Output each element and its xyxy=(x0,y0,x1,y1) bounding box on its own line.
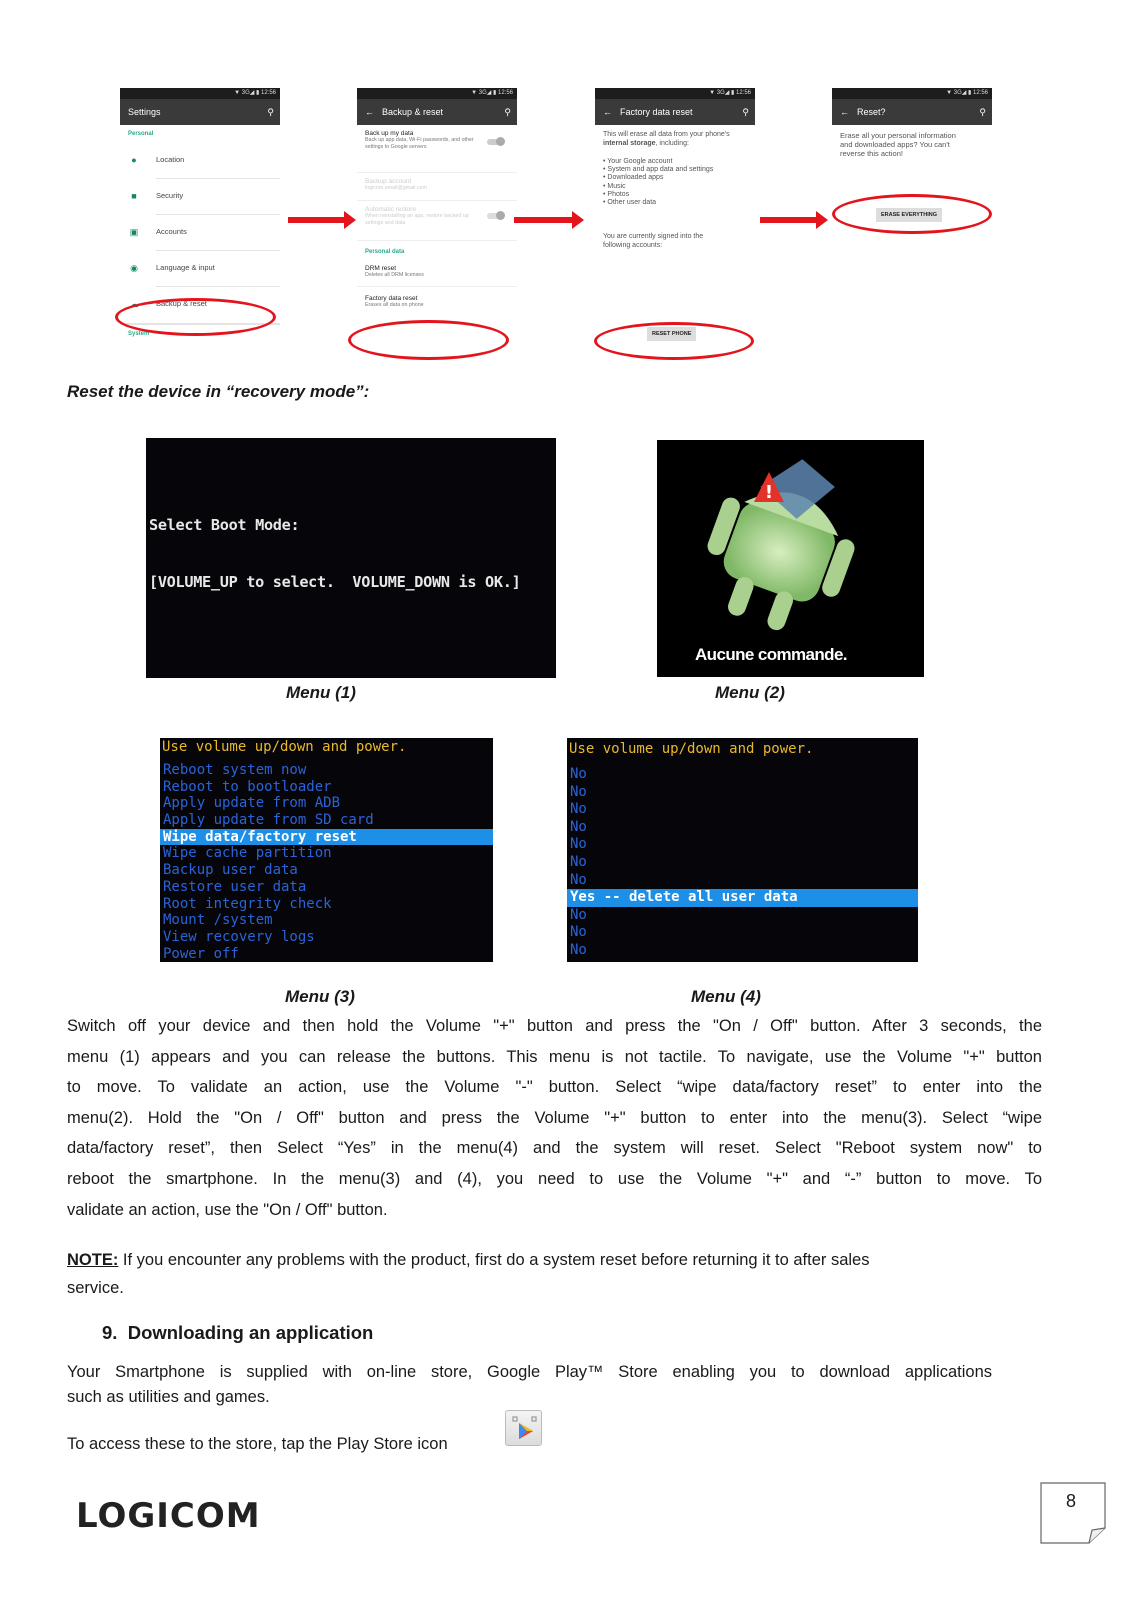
recovery-header: Use volume up/down and power. xyxy=(162,739,407,755)
recovery-menu-item[interactable]: No xyxy=(570,941,587,958)
recovery-menu-item-selected[interactable]: Yes -- delete all user data xyxy=(567,889,918,907)
recovery-mode-heading: Reset the device in “recovery mode”: xyxy=(67,382,370,401)
menu2-caption: Menu (2) xyxy=(715,683,785,702)
search-icon: ⚲ xyxy=(267,107,274,117)
recovery-menu-item[interactable]: Power off xyxy=(163,945,239,962)
menu2-photo xyxy=(657,440,924,677)
backup-reset-screenshot xyxy=(357,88,517,345)
section-9-paragraph: Your Smartphone is supplied with on-line store, Google Play™ Store enabling you to download applications such as utilities and games. xyxy=(67,1363,992,1406)
reset-app-bar xyxy=(832,99,992,125)
recovery-menu-item[interactable]: Restore user data xyxy=(163,878,307,895)
highlight-backup-reset xyxy=(115,298,276,336)
recovery-menu-item[interactable]: Backup user data xyxy=(163,862,298,879)
recovery-menu-item[interactable]: No xyxy=(570,801,587,818)
recovery-menu-item[interactable]: Reboot to bootloader xyxy=(163,778,332,795)
android-robot-error-icon xyxy=(657,440,924,677)
confirm-header: Use volume up/down and power. xyxy=(569,741,814,757)
backup-my-data-item[interactable]: Back up my data Back up app data, Wi-Fi passwords, and other settings to Google servers xyxy=(357,125,517,173)
signed-in-accounts-text: You are currently signed into the following accounts: xyxy=(603,233,704,249)
location-pin-icon: ● xyxy=(131,155,137,165)
back-arrow-icon[interactable]: ← xyxy=(603,107,612,117)
play-store-icon[interactable] xyxy=(505,1410,542,1446)
recovery-menu-item[interactable]: Mount /system xyxy=(163,912,273,929)
status-bar: ▼ 3G◢ ▮ 12:56 xyxy=(120,88,280,99)
highlight-factory-data-reset xyxy=(348,320,509,360)
recovery-menu-item[interactable]: Wipe cache partition xyxy=(163,845,332,862)
no-command-text: Aucune commande. xyxy=(695,645,847,664)
menu4-photo xyxy=(567,738,918,962)
menu1-caption: Menu (1) xyxy=(286,683,356,702)
recovery-menu-item[interactable]: No xyxy=(570,783,587,800)
restore-toggle xyxy=(487,213,503,219)
recovery-menu-item[interactable]: Reboot system now xyxy=(163,762,307,778)
highlight-reset-phone xyxy=(594,322,754,360)
backup-account-item: Backup account logicom.email@gmail.com xyxy=(357,173,517,201)
section-personal-data: Personal data xyxy=(365,249,405,255)
instructions-paragraph: Switch off your device and then hold the Volume "+" button and press the "On / Off" button. After 3 seconds, the menu (1) appears and you can release the buttons. This menu is not tactile. To navigate, use the Volume "+" button to move. To validate an action, use the Volume "-" button. Select “wipe data/factory reset” to enter into the menu(2). Hold the "On / Off" button and press the Volume "+" button to enter into the menu(3). Select “wipe data/factory reset”, then Select “Yes” in the menu(4) and the system will reset. Select "Reboot system now" to reboot the smartphone. In the menu(3) and (4), you need to use the Volume "+" and “-” button to move. To validate an action, use the "On / Off" button. xyxy=(67,1017,1042,1219)
arrow-right-icon xyxy=(514,213,584,227)
recovery-menu-item[interactable]: No xyxy=(570,871,587,888)
recovery-menu-item[interactable]: No xyxy=(570,853,587,870)
settings-item-security[interactable]: ■ Security xyxy=(120,179,280,215)
search-icon: ⚲ xyxy=(742,107,749,117)
globe-icon: ◉ xyxy=(130,263,138,273)
boot-mode-text: Select Boot Mode: [VOLUME_UP to select. VOLUME_DOWN is OK.] xyxy=(149,516,521,591)
lock-icon: ■ xyxy=(131,191,137,201)
recovery-menu-item[interactable]: No xyxy=(570,766,587,782)
logicom-logo: LOGICOM xyxy=(76,1496,261,1536)
recovery-menu-item[interactable]: No xyxy=(570,818,587,835)
back-arrow-icon[interactable]: ← xyxy=(365,107,374,117)
highlight-erase-everything xyxy=(832,194,992,234)
status-bar: ▼ 3G◢ ▮ 12:56 xyxy=(832,88,992,99)
svg-text:!: ! xyxy=(764,482,774,503)
factory-erase-list: • Your Google account • System and app data and settings • Downloaded apps • Music • Photos • Other user data xyxy=(603,158,714,207)
confirm-menu-list xyxy=(567,766,918,960)
reset-warning-text: Erase all your personal information and downloaded apps? You can't reverse this action! xyxy=(840,131,956,158)
factory-reset-screenshot xyxy=(595,88,755,345)
cloud-upload-icon: ☁ xyxy=(129,299,139,309)
recovery-menu-item[interactable]: No xyxy=(570,836,587,853)
section-system: System xyxy=(128,331,150,337)
recovery-menu-list xyxy=(160,762,493,962)
back-arrow-icon[interactable]: ← xyxy=(840,107,849,117)
settings-item-language[interactable]: ◉ Language & input xyxy=(120,251,280,287)
menu4-caption: Menu (4) xyxy=(691,987,761,1006)
settings-app-bar xyxy=(120,99,280,125)
search-icon: ⚲ xyxy=(979,107,986,117)
recovery-menu-item[interactable]: Apply update from ADB xyxy=(163,795,341,812)
search-icon: ⚲ xyxy=(504,107,511,117)
backup-title: Backup & reset xyxy=(382,107,444,117)
reset-phone-button[interactable]: RESET PHONE xyxy=(647,327,696,341)
page-number-box xyxy=(1040,1482,1106,1544)
factory-app-bar xyxy=(595,99,755,125)
factory-intro: This will erase all data from your phone's internal storage, including: xyxy=(603,131,730,147)
page-number: 8 xyxy=(1066,1491,1077,1511)
backup-app-bar xyxy=(357,99,517,125)
settings-item-location[interactable]: ● Location xyxy=(120,143,280,179)
erase-everything-button[interactable]: ERASE EVERYTHING xyxy=(876,208,942,222)
section-personal: Personal xyxy=(128,131,154,137)
arrow-right-icon xyxy=(288,213,356,227)
settings-title: Settings xyxy=(128,107,161,117)
status-bar: ▼ 3G◢ ▮ 12:56 xyxy=(357,88,517,99)
recovery-menu-item[interactable]: Root integrity check xyxy=(163,895,332,912)
menu1-photo xyxy=(146,438,556,678)
factory-data-reset-item[interactable]: Factory data reset Erases all data on phone xyxy=(365,295,424,308)
settings-item-backup-reset[interactable]: ☁ Backup & reset xyxy=(129,299,207,309)
factory-title: Factory data reset xyxy=(620,107,693,117)
note-block: NOTE: If you encounter any problems with the product, first do a system reset before returning it to after sales service. xyxy=(67,1251,870,1297)
account-icon: ▣ xyxy=(129,227,139,237)
menu3-caption: Menu (3) xyxy=(285,987,355,1006)
backup-toggle[interactable] xyxy=(487,139,503,145)
recovery-menu-item[interactable]: Apply update from SD card xyxy=(163,812,374,829)
note-label: NOTE: xyxy=(67,1251,119,1269)
settings-item-accounts[interactable]: ▣ Accounts xyxy=(120,215,280,251)
status-bar: ▼ 3G◢ ▮ 12:56 xyxy=(595,88,755,99)
recovery-menu-item[interactable]: No xyxy=(570,906,587,923)
recovery-menu-item[interactable]: View recovery logs xyxy=(163,928,315,945)
section-9-heading: 9. Downloading an application xyxy=(102,1322,374,1343)
play-store-instruction: To access these to the store, tap the Play Store icon xyxy=(67,1435,448,1453)
reset-title: Reset? xyxy=(857,107,886,117)
menu3-photo xyxy=(160,738,493,962)
recovery-menu-item-selected[interactable]: Wipe data/factory reset xyxy=(160,829,493,846)
arrow-right-icon xyxy=(760,213,828,227)
automatic-restore-item: Automatic restore When reinstalling an app, restore backed up settings and data xyxy=(357,201,517,241)
recovery-menu-item[interactable]: No xyxy=(570,924,587,941)
drm-reset-item[interactable]: DRM reset Deletes all DRM licenses xyxy=(357,255,517,287)
